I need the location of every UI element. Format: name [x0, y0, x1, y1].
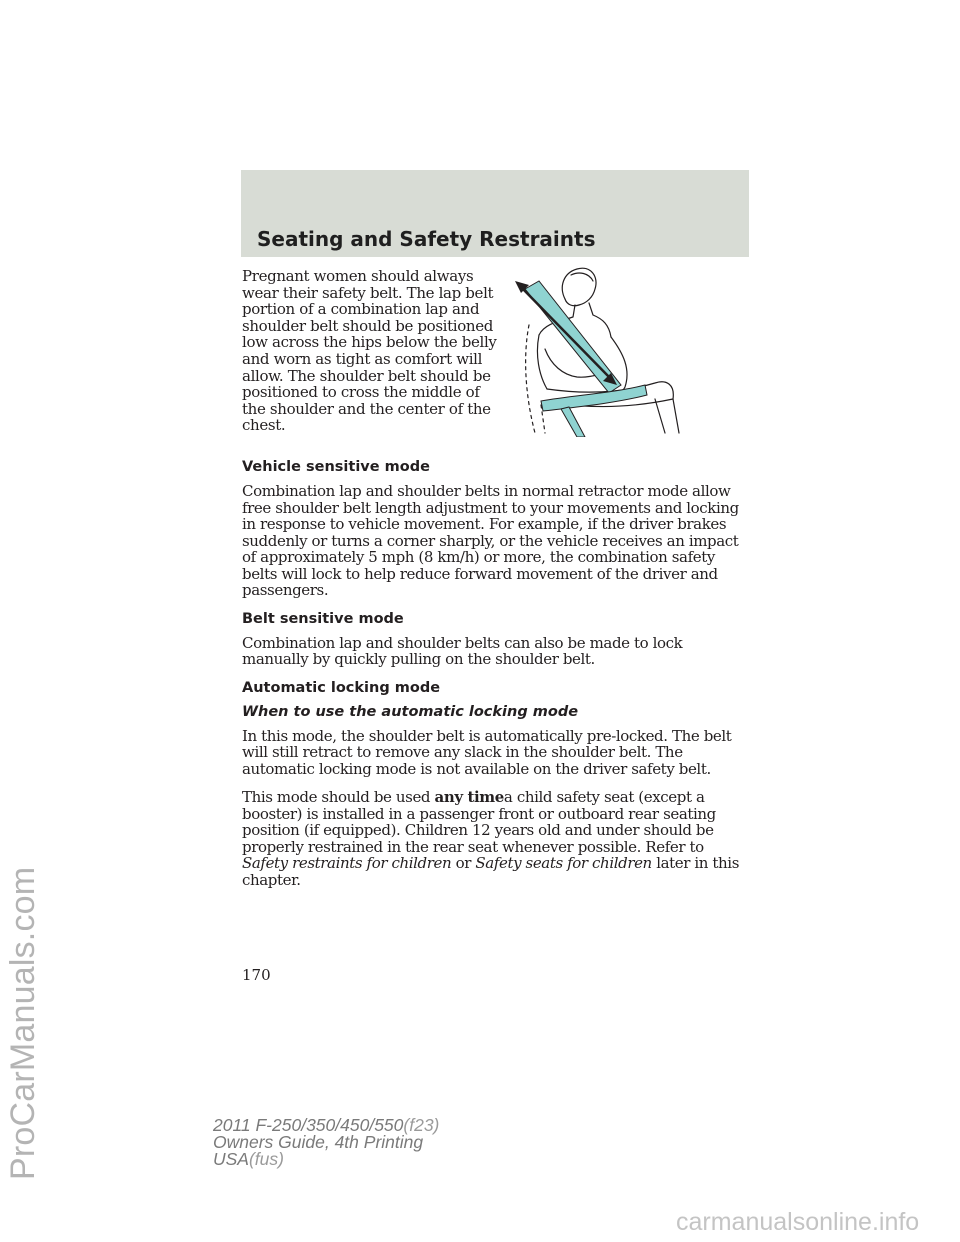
reference-safety-restraints-for-children: Safety restraints for children	[242, 854, 452, 872]
text-segment: later in this chapter.	[242, 854, 739, 889]
footer-model: 2011 F-250/350/450/550	[213, 1115, 404, 1135]
bottom-watermark: carmanualsonline.info	[676, 1208, 920, 1236]
footer-region-line	[213, 1151, 439, 1168]
section-title: Seating and Safety Restraints	[257, 227, 596, 251]
heading-vehicle-sensitive-mode: Vehicle sensitive mode	[242, 459, 430, 475]
main-content	[242, 459, 752, 900]
heading-belt-sensitive-mode: Belt sensitive mode	[242, 610, 404, 627]
reference-safety-seats-for-children: Safety seats for children	[475, 854, 652, 872]
paragraph-belt-sensitive-mode: Combination lap and shoulder belts can also be made to lock manually by quickly pulling on the shoulder belt.	[242, 633, 683, 668]
pregnant-woman-seatbelt-illustration	[505, 265, 683, 437]
paragraph-vehicle-sensitive-mode: Combination lap and shoulder belts in normal retractor mode allow free shoulder belt length adjustment to your movements and locking in response to vehicle movement. For example, if the driver brakes suddenly or turns a corner sharply, or the vehicle receives an impact of approximately 5 mph (8 km/h) or more, the combination safety belts will lock to help reduce forward movement of the driver and passengers.	[242, 482, 739, 599]
paragraph-automatic-locking-2	[242, 789, 752, 888]
side-watermark: ProCarManuals.com	[4, 866, 42, 1180]
text-segment: or	[455, 854, 472, 872]
document-footer	[213, 1117, 439, 1168]
heading-automatic-locking-mode: Automatic locking mode	[242, 679, 441, 696]
text-segment: a child safety seat (except a booster) is installed in a passenger front or outboard rear seating position (if equipped). Children 12 years old and under should be properly restrained in the rear seat whenever possible. Refer to	[242, 788, 716, 856]
footer-guide: Owners Guide, 4th Printing	[213, 1132, 424, 1152]
text-segment: This mode should be used	[242, 788, 435, 806]
paragraph-automatic-locking-1: In this mode, the shoulder belt is automatically pre-locked. The belt will still retract to remove any slack in the shoulder belt. The automatic locking mode is not available on the driver safety belt.	[242, 726, 732, 778]
section-header	[241, 170, 749, 257]
footer-region: USA	[213, 1149, 249, 1169]
footer-model-code: (f23)	[403, 1115, 440, 1135]
page-number: 170	[242, 966, 271, 984]
double-headed-arrow-icon	[515, 281, 617, 385]
intro-paragraph: Pregnant women should always wear their safety belt. The lap belt portion of a combination lap and shoulder belt should be positioned low across the hips below the belly and worn as tight as comfort will allow. The shoulder belt should be positioned to cross the middle of the shoulder and the center of the chest.	[242, 267, 497, 435]
footer-region-code: (fus)	[248, 1149, 284, 1169]
subheading-when-to-use: When to use the automatic locking mode	[242, 703, 579, 720]
emphasis-any-time: any time	[434, 788, 504, 806]
